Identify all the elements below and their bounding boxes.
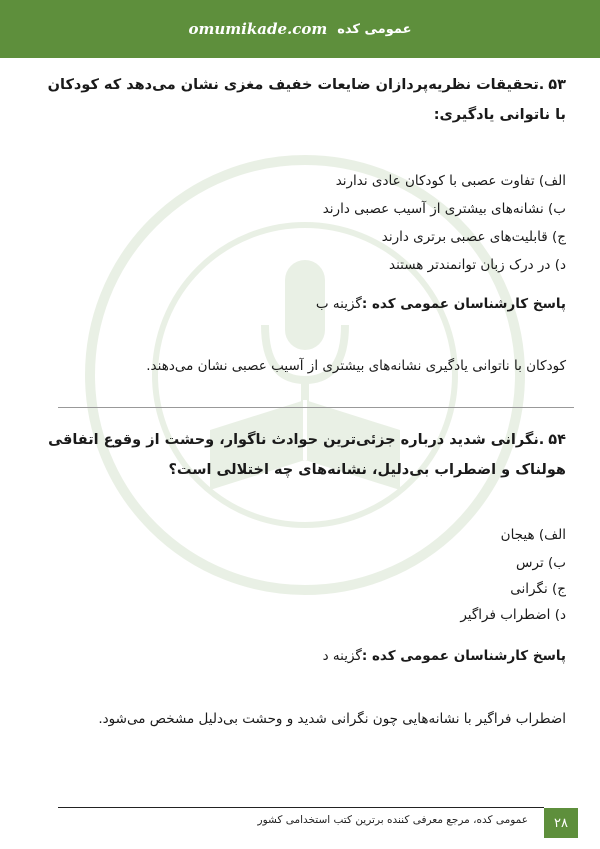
option-b: ب) ترس (516, 555, 566, 571)
answer-label: پاسخ کارشناسان عمومی کده : (361, 648, 566, 664)
site-brand-fa: عمومی کده (337, 21, 412, 37)
answer-line (316, 294, 566, 314)
answer-label: پاسخ کارشناسان عمومی کده : (361, 296, 566, 312)
question-text: .تحقیقات نظریه‌پردازان ضایعات خفیف مغزی نشان می‌دهد که کودکان با ناتوانی یادگیری: (47, 77, 566, 123)
option-a: الف) هیجان (500, 527, 566, 543)
question-53 (34, 70, 566, 130)
explanation: کودکان با ناتوانی یادگیری نشانه‌های بیشتری از آسیب عصبی نشان می‌دهند. (146, 358, 566, 374)
option-d: د) در درک زبان توانمندتر هستند (389, 257, 566, 273)
option-c: ج) قابلیت‌های عصبی برتری دارند (381, 229, 566, 245)
footer-divider (58, 807, 544, 808)
site-brand[interactable]: omumikade.com (188, 20, 328, 38)
option-a: الف) تفاوت عصبی با کودکان عادی ندارند (335, 173, 566, 189)
answer-value: گزینه د (322, 648, 362, 664)
question-text: .نگرانی شدید درباره جزئی‌ترین حوادث ناگوار، وحشت از وقوع اتفاقی هولناک و اضطراب بی‌دلیل، نشانه‌های چه اختلالی است؟ (48, 432, 566, 478)
footer-text: عمومی کده، مرجع معرفی کننده برترین کتب استخدامی کشور (257, 814, 528, 826)
answer-line (323, 646, 566, 666)
option-d: د) اضطراب فراگیر (460, 607, 566, 623)
question-number: ۵۳ (548, 77, 566, 93)
explanation: اضطراب فراگیر با نشانه‌هایی چون نگرانی شدید و وحشت بی‌دلیل مشخص می‌شود. (98, 711, 566, 727)
page-number: ۲۸ (544, 808, 578, 838)
answer-value: گزینه ب (315, 296, 362, 312)
section-divider (58, 407, 574, 408)
question-number: ۵۴ (548, 432, 566, 448)
option-b: ب) نشانه‌های بیشتری از آسیب عصبی دارند (322, 201, 566, 217)
option-c: ج) نگرانی (510, 581, 566, 597)
question-54 (34, 425, 566, 485)
